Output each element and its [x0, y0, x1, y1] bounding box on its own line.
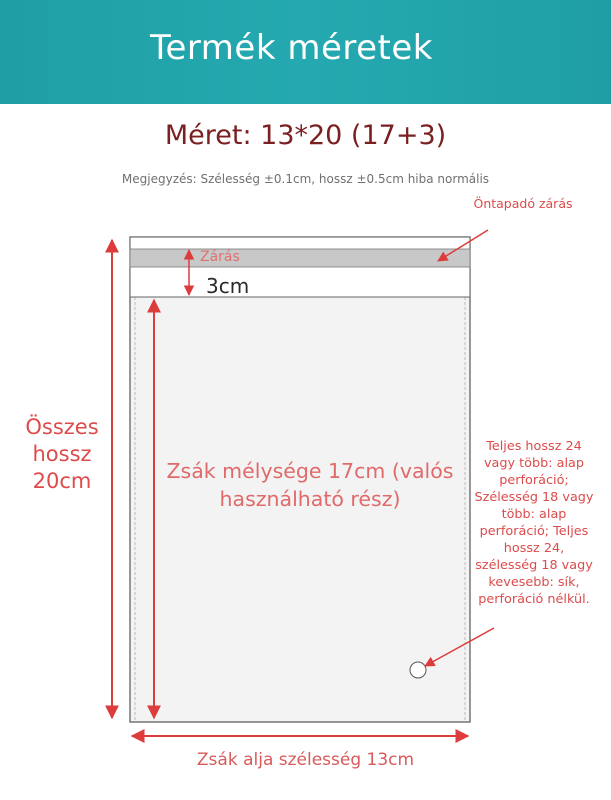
self-seal-label: Öntapadó zárás	[473, 196, 573, 211]
tolerance-note: Megjegyzés: Szélesség ±0.1cm, hossz ±0.5cm hiba normális	[121, 172, 490, 186]
page-title: Termék méretek	[150, 28, 433, 68]
perforation-note: Teljes hossz 24 vagy több: alap perforáció; Szélesség 18 vagy több: alap perforáció; Teljes hossz 24, szélesség 18 vagy kevesebb: sík, perforáció nélkül.	[474, 439, 594, 607]
size-title: Méret: 13*20 (17+3)	[164, 120, 447, 151]
bottom-width-label: Zsák alja szélesség 13cm	[196, 750, 415, 770]
bag-depth-label: Zsák mélysége 17cm (valós használható rész)	[166, 459, 454, 511]
closure-label: Zárás	[200, 249, 240, 265]
total-length-label: Összes hossz 20cm	[25, 415, 99, 493]
adhesive-strip	[130, 249, 470, 267]
hang-hole	[410, 662, 426, 678]
closure-height-label: 3cm	[206, 274, 250, 298]
